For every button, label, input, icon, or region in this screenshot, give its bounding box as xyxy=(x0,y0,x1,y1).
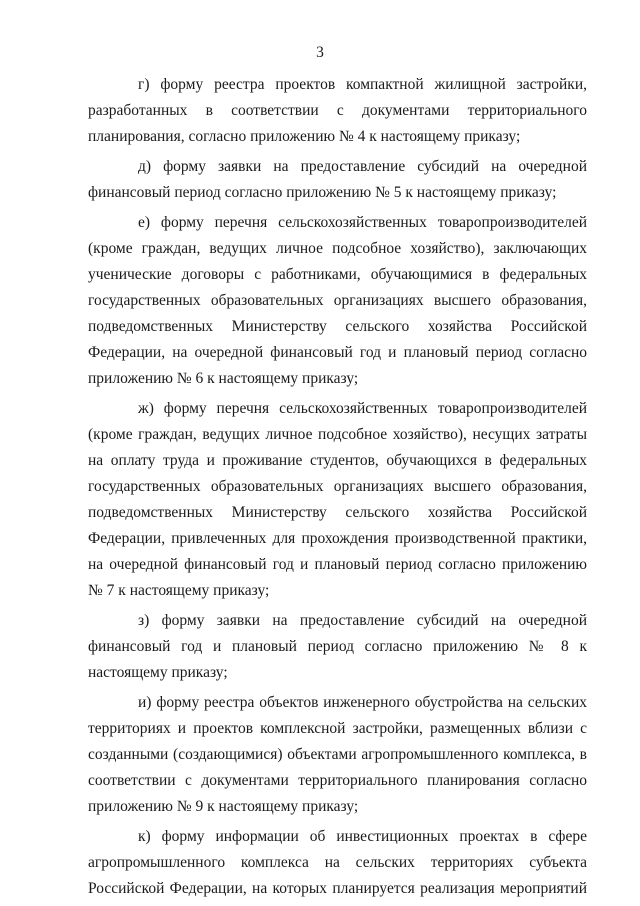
paragraph-z: з) форму заявки на предоставление субсидий на очередной финансовый год и плановый период согласно приложению № 8 к настоящему приказу; xyxy=(88,612,587,681)
paragraph-zh: ж) форму перечня сельскохозяйственных товаропроизводителей (кроме граждан, ведущих личное подсобное хозяйство), несущих затраты на оплату труда и проживание студентов, обучающихся в федеральных государственных образовательных организациях высшего образования, подведомственных Министерству сельского хозяйства Российской Федерации, привлеченных для прохождения производственной практики, на очередной финансовый год и плановый период согласно приложению № 7 к настоящему приказу; xyxy=(88,400,587,599)
paragraph-k: к) форму информации об инвестиционных проектах в сфере агропромышленного комплекса на сельских территориях субъекта Российской Федерации, на которых планируется реализация мероприятий xyxy=(88,828,587,897)
paragraph-d: д) форму заявки на предоставление субсидий на очередной финансовый период согласно приложению № 5 к настоящему приказу; xyxy=(88,158,587,201)
page-number: 3 xyxy=(316,44,324,61)
paragraph-g: г) форму реестра проектов компактной жилищной застройки, разработанных в соответствии с документами территориального планирования, согласно приложению № 4 к настоящему приказу; xyxy=(88,76,587,145)
paragraph-e: е) форму перечня сельскохозяйственных товаропроизводителей (кроме граждан, ведущих личное подсобное хозяйство), заключающих ученические договоры с работниками, обучающимися в федеральных государственных образовательных организациях высшего образования, подведомственных Министерству сельского хозяйства Российской Федерации, на очередной финансовый год и плановый период согласно приложению № 6 к настоящему приказу; xyxy=(88,214,587,387)
paragraph-i: и) форму реестра объектов инженерного обустройства на сельских территориях и проектов комплексной застройки, размещенных вблизи с созданными (создающимися) объектами агропромышленного комплекса, в соответствии с документами территориального планирования согласно приложению № 9 к настоящему приказу; xyxy=(88,694,587,815)
document-body xyxy=(88,72,587,906)
